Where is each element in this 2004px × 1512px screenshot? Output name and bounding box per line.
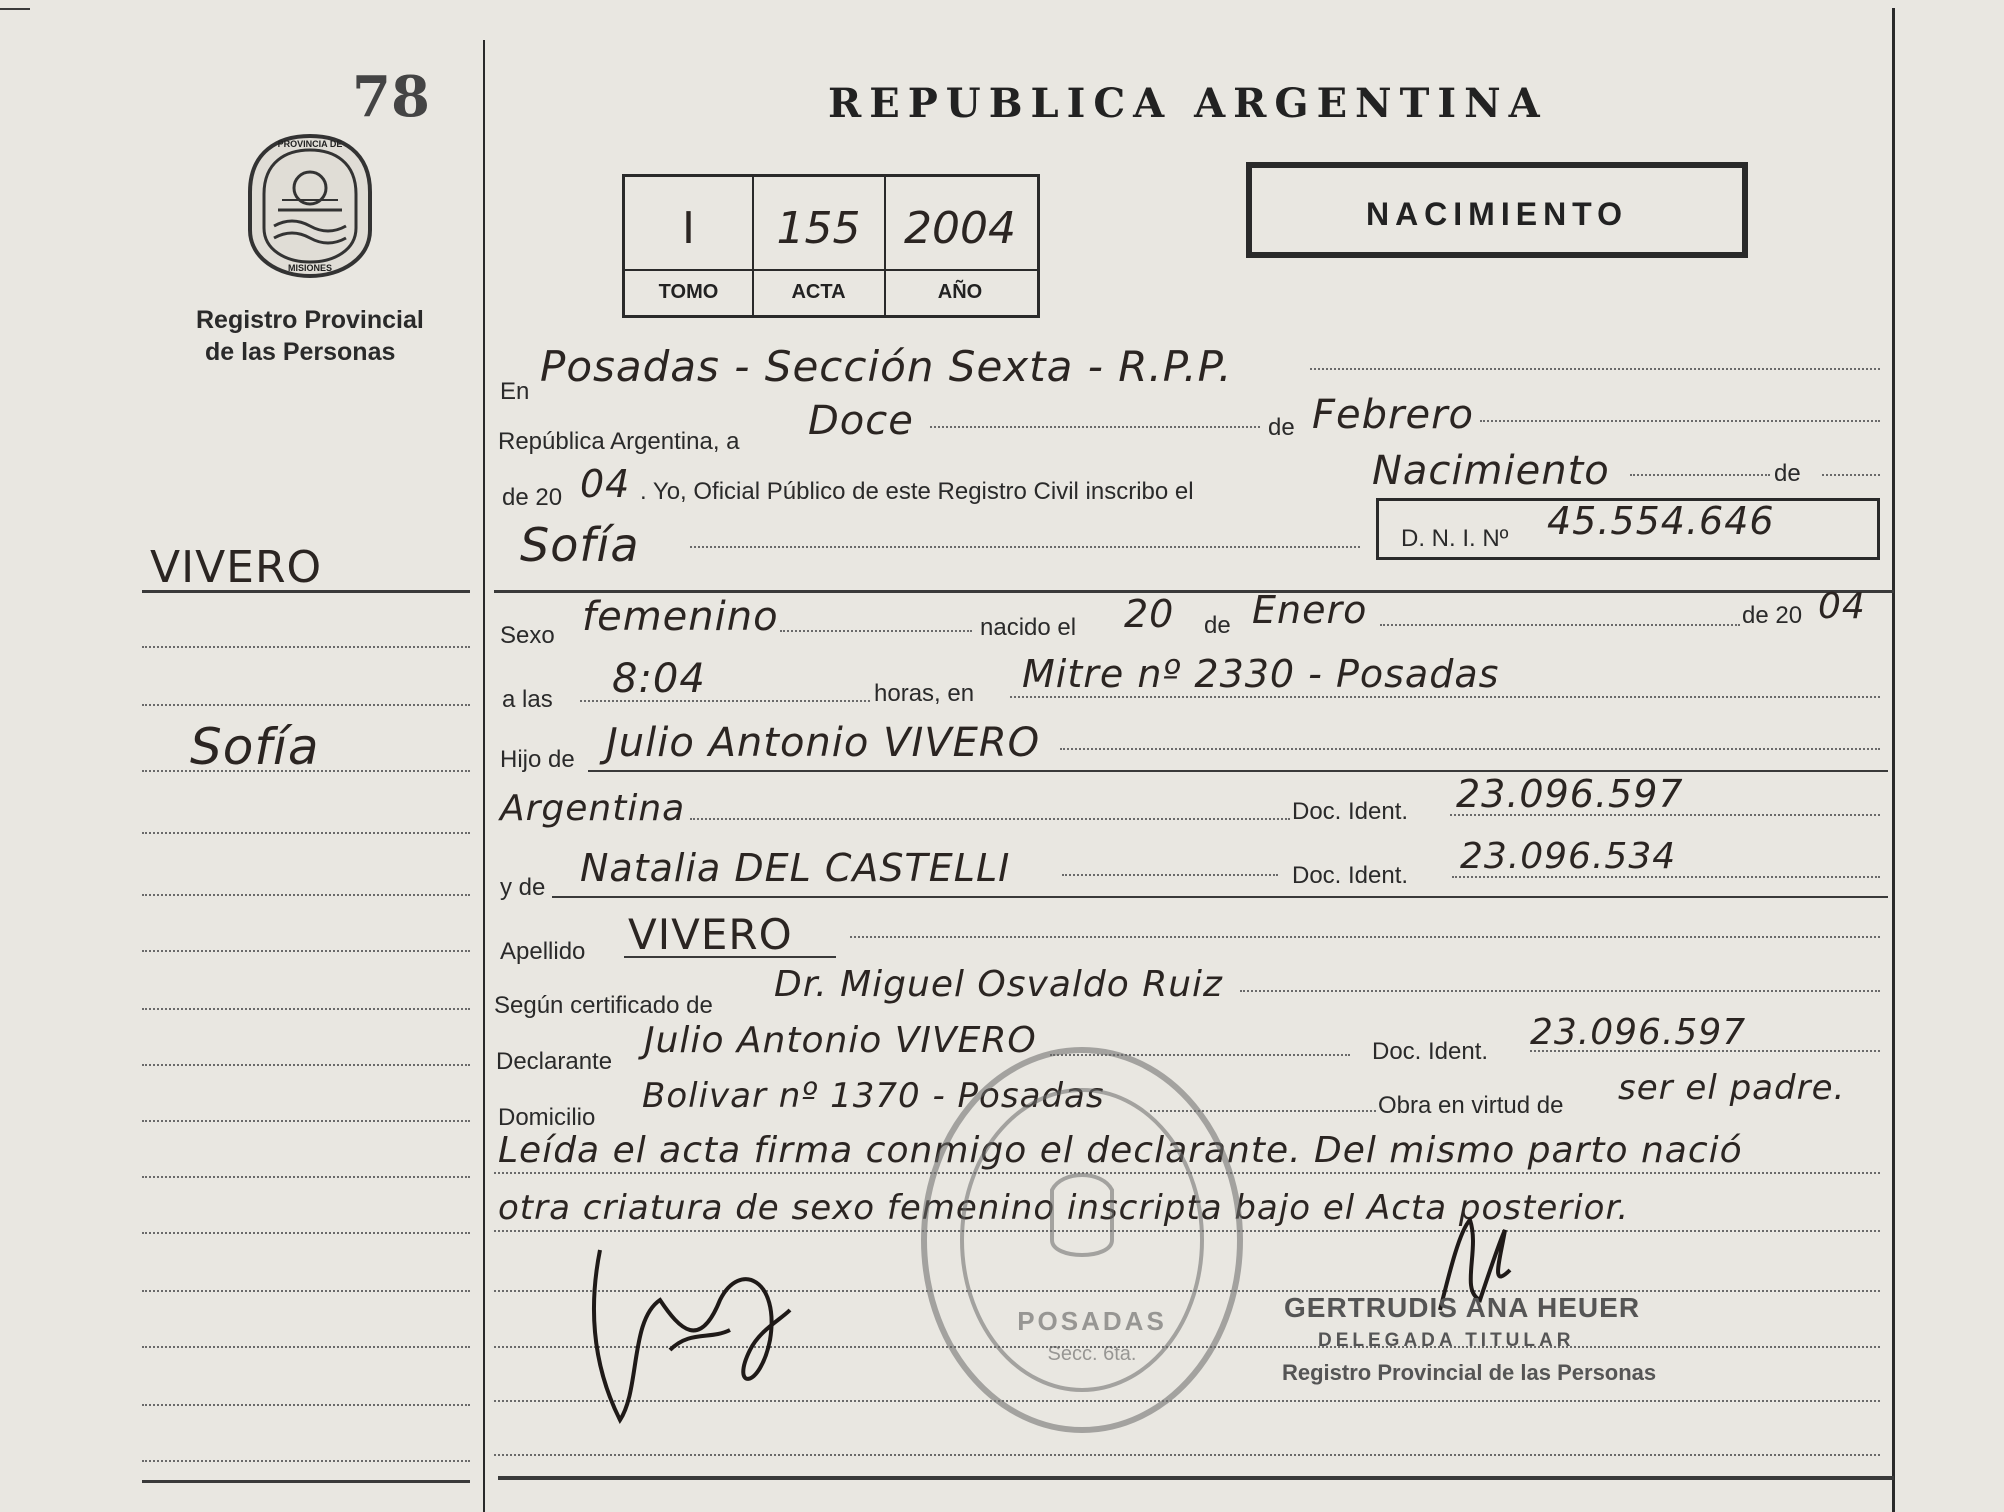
document-title: REPUBLICA ARGENTINA: [828, 80, 1548, 127]
domicilio-value: Bolivar nº 1370 - Posadas: [642, 1076, 1105, 1116]
name-value: Sofía: [520, 518, 640, 572]
margin-dots: [142, 646, 470, 648]
left-margin-rule: [483, 40, 485, 1512]
birth-year-value: 04: [1818, 586, 1866, 627]
registry-name-line1: Registro Provincial: [196, 306, 424, 334]
father-value: Julio Antonio VIVERO: [606, 720, 1041, 766]
official-office: Registro Provincial de las Personas: [1282, 1360, 1657, 1385]
fill-dots: [1060, 748, 1880, 750]
apellido-label: Apellido: [500, 938, 586, 965]
right-page-edge: [1892, 8, 1895, 1512]
margin-dots: [142, 1460, 470, 1462]
mother-underline: [552, 896, 1888, 898]
father-doc-label: Doc. Ident.: [1292, 798, 1409, 825]
margin-dots: [142, 1404, 470, 1406]
birth-year-prefix: de 20: [1742, 602, 1803, 629]
bottom-rule: [498, 1476, 1894, 1480]
fill-dots: [1450, 814, 1880, 816]
margin-given-name: Sofía: [190, 718, 320, 776]
dni-label: D. N. I. Nº: [1401, 525, 1509, 552]
obra-label: Obra en virtud de: [1378, 1092, 1564, 1119]
box-label-divider: [625, 269, 1037, 271]
segun-label: Según certificado de: [494, 992, 713, 1019]
yo-text: . Yo, Oficial Público de este Registro Civil inscribo el: [640, 478, 1194, 505]
margin-dots: [142, 1008, 470, 1010]
mother-doc-label: Doc. Ident.: [1292, 862, 1409, 889]
declarant-signature: [580, 1240, 810, 1430]
margin-dots: [142, 704, 470, 706]
hijo-label: Hijo de: [500, 746, 575, 773]
republica-label: República Argentina, a: [498, 428, 740, 455]
fill-dots: [1310, 368, 1880, 370]
a-las-label: a las: [502, 686, 553, 713]
mother-value: Natalia DEL CASTELLI: [580, 846, 1011, 890]
fill-dots: [1010, 696, 1880, 698]
obra-value: ser el padre.: [1618, 1068, 1846, 1108]
y-de-label: y de: [500, 874, 546, 901]
record-type-label: NACIMIENTO: [1365, 196, 1629, 232]
en-label: En: [500, 378, 530, 405]
province-seal: [242, 130, 378, 282]
page-number: 78: [352, 64, 430, 130]
en-value: Posadas - Sección Sexta - R.P.P.: [540, 342, 1233, 391]
fill-dots: [780, 630, 972, 632]
top-page-edge: [0, 8, 30, 10]
apellido-underline: [624, 956, 836, 958]
de-label: de: [1268, 414, 1295, 441]
declarante-doc-value: 23.096.597: [1530, 1012, 1747, 1053]
notes-line-1: Leída el acta firma conmigo el declarante. Del mismo parto nació: [498, 1130, 1743, 1171]
month-value: Febrero: [1312, 392, 1474, 438]
margin-dots: [142, 1290, 470, 1292]
fill-dots: [1530, 1050, 1880, 1052]
domicilio-label: Domicilio: [498, 1104, 596, 1131]
record-type-box: [1246, 162, 1748, 258]
ano-label: AÑO: [937, 281, 983, 303]
declarante-value: Julio Antonio VIVERO: [644, 1020, 1037, 1061]
fill-dots: [1480, 420, 1880, 422]
year-prefix: de 20: [502, 484, 563, 511]
apellido-value: VIVERO: [628, 910, 793, 959]
nacido-label: nacido el: [980, 614, 1077, 641]
time-value: 8:04: [612, 656, 706, 702]
fill-dots: [850, 936, 1880, 938]
official-name: GERTRUDIS ANA HEUER: [1284, 1292, 1641, 1323]
margin-dots: [142, 1064, 470, 1066]
fill-dots: [930, 426, 1260, 428]
fill-dots: [1822, 474, 1880, 476]
birth-month: Enero: [1252, 588, 1368, 632]
margin-bottom-rule: [142, 1480, 470, 1483]
fill-dots: [1062, 874, 1278, 876]
record-number-box: [622, 174, 1040, 318]
fill-dots: [690, 546, 1360, 548]
fill-dots: [494, 1454, 1880, 1456]
seal-bottom-text: MISIONES: [287, 263, 333, 273]
de-label-3: de: [1204, 612, 1231, 639]
acta-label: ACTA: [791, 281, 846, 303]
dni-value: 45.554.646: [1547, 499, 1775, 543]
sexo-label: Sexo: [500, 622, 555, 649]
fill-dots: [1380, 624, 1740, 626]
year-value: 04: [580, 462, 631, 506]
mother-doc-value: 23.096.534: [1460, 836, 1677, 877]
dni-box: [1376, 498, 1880, 560]
ano-value: 2004: [904, 203, 1016, 254]
margin-dots: [142, 950, 470, 952]
margin-dots: [142, 832, 470, 834]
margin-dots: [142, 1232, 470, 1234]
stamp-city: POSADAS: [1017, 1306, 1167, 1336]
sexo-value: femenino: [582, 594, 779, 640]
declarante-label: Declarante: [496, 1048, 613, 1075]
tomo-value: I: [682, 203, 695, 254]
fill-dots: [690, 818, 1290, 820]
fill-dots: [1630, 474, 1770, 476]
section-rule: [494, 590, 1894, 593]
margin-rule: [142, 590, 470, 593]
father-doc-value: 23.096.597: [1456, 772, 1684, 816]
margin-dots: [142, 1346, 470, 1348]
day-value: Doce: [808, 398, 914, 444]
father-nationality: Argentina: [500, 788, 686, 829]
de-label-2: de: [1774, 460, 1801, 487]
certificate-value: Dr. Miguel Osvaldo Ruiz: [774, 964, 1223, 1005]
seal-top-text: PROVINCIA DE: [277, 139, 343, 149]
stamp-section: Secc. 6ta.: [1047, 1343, 1137, 1365]
fill-dots: [1452, 876, 1880, 878]
margin-dots: [142, 894, 470, 896]
birth-day: 20: [1124, 592, 1175, 636]
tomo-label: TOMO: [658, 281, 719, 303]
margin-dots: [142, 770, 470, 772]
father-underline: [588, 770, 1888, 772]
declarante-doc-label: Doc. Ident.: [1372, 1038, 1489, 1065]
act-value: Nacimiento: [1372, 448, 1610, 494]
horas-label: horas, en: [874, 680, 975, 707]
margin-dots: [142, 1120, 470, 1122]
margin-dots: [142, 1176, 470, 1178]
official-role: DELEGADA TITULAR: [1318, 1330, 1575, 1351]
official-stamp: [912, 1040, 1252, 1440]
acta-value: 155: [776, 203, 861, 254]
place-value: Mitre nº 2330 - Posadas: [1022, 652, 1500, 696]
fill-dots: [1240, 990, 1880, 992]
margin-surname: VIVERO: [150, 542, 323, 593]
notes-line-2: otra criatura de sexo femenino inscripta bajo el Acta posterior.: [498, 1188, 1630, 1228]
fill-dots: [580, 700, 870, 702]
registry-name-line2: de las Personas: [205, 338, 396, 366]
